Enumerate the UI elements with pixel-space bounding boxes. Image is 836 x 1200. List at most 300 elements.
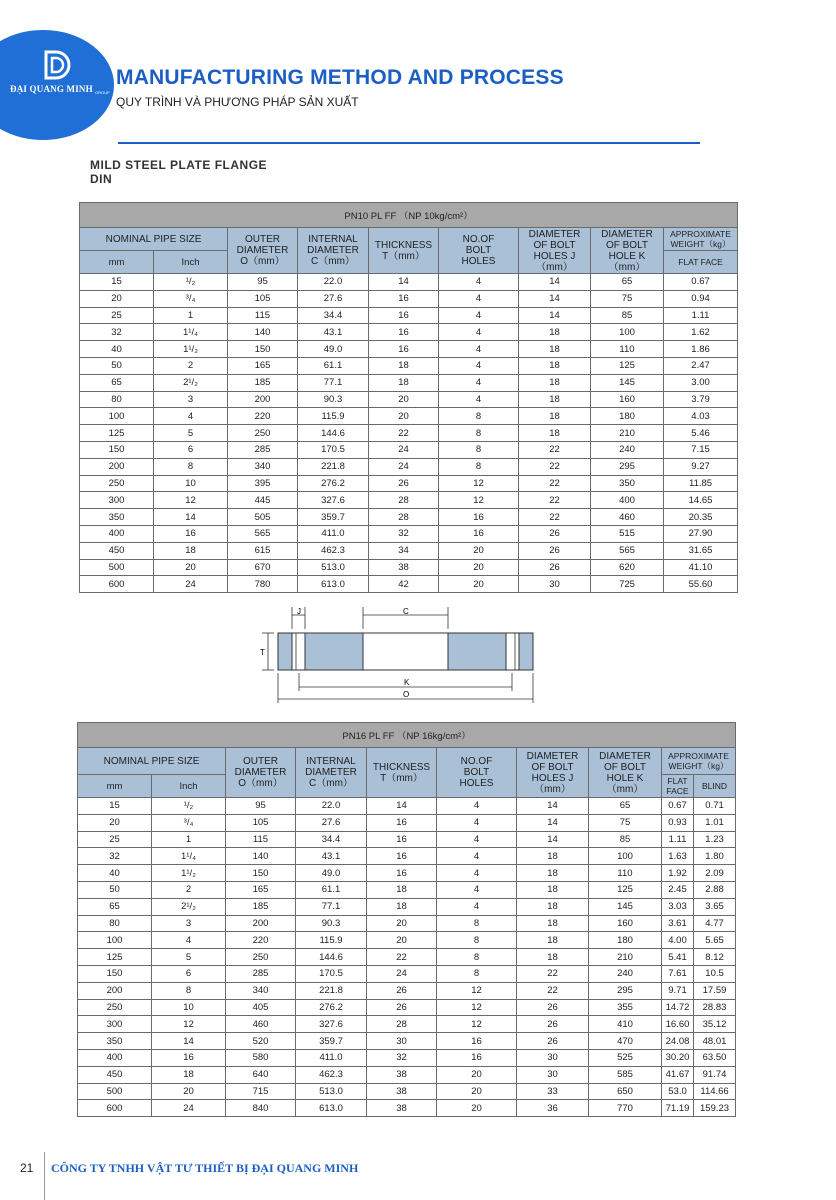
table-cell: 32	[78, 848, 152, 865]
table-cell: 14	[519, 290, 591, 307]
table-cell: 18	[519, 357, 591, 374]
table-row	[78, 915, 736, 932]
table-cell: 26	[517, 1033, 589, 1050]
header-text: O（mm）	[238, 778, 283, 789]
table-cell: 110	[591, 341, 664, 358]
table-cell: 462.3	[298, 542, 369, 559]
table-cell: 650	[589, 1083, 662, 1100]
header-text: NO.OF	[462, 234, 495, 245]
table-cell: 295	[589, 982, 662, 999]
header-text: O（mm）	[240, 256, 285, 267]
table-cell: 600	[78, 1100, 152, 1117]
table-row	[80, 391, 738, 408]
header-diameter-j	[519, 228, 591, 274]
table-row	[78, 1083, 736, 1100]
table-cell: 600	[80, 576, 154, 593]
table-cell: 8	[439, 441, 519, 458]
pn16-table	[77, 722, 736, 1117]
table-cell: 16	[437, 1049, 517, 1066]
table-row	[78, 1049, 736, 1066]
table-cell: 159.23	[694, 1100, 736, 1117]
table-cell: 285	[228, 441, 298, 458]
header-text: DIAMETER	[599, 750, 651, 762]
table-cell: 500	[80, 559, 154, 576]
table-cell: 400	[80, 525, 154, 542]
table-cell: 327.6	[296, 1016, 367, 1033]
table-cell: 12	[154, 492, 228, 509]
table-cell: 1	[152, 831, 226, 848]
table-cell: 18	[367, 881, 437, 898]
table-cell: 715	[226, 1083, 296, 1100]
page-number: 21	[20, 1161, 34, 1175]
table-cell: 565	[228, 525, 298, 542]
table-cell: 24	[367, 965, 437, 982]
section-title-line1: MILD STEEL PLATE FLANGE	[90, 158, 268, 172]
table-caption: PN16 PL FF （NP 16kg/cm²）	[78, 723, 736, 748]
table-cell: 30	[517, 1049, 589, 1066]
table-cell: 4.00	[662, 932, 694, 949]
table-cell: 15	[78, 798, 152, 815]
table-cell: 16	[369, 324, 439, 341]
table-cell: 340	[226, 982, 296, 999]
header-text: C（mm）	[311, 256, 355, 267]
table-cell: 340	[228, 458, 298, 475]
table-cell: 505	[228, 509, 298, 526]
header-text: BOLT	[465, 245, 492, 256]
table-cell: 16	[152, 1049, 226, 1066]
table-cell: 18	[519, 391, 591, 408]
table-cell: 115.9	[298, 408, 369, 425]
table-cell: 100	[589, 848, 662, 865]
table-cell: 8	[437, 965, 517, 982]
table-cell: 18	[519, 341, 591, 358]
table-cell: 276.2	[296, 999, 367, 1016]
table-cell: 410	[589, 1016, 662, 1033]
table-cell: 14	[519, 307, 591, 324]
table-cell: 4	[439, 391, 519, 408]
table-cell: 8	[439, 408, 519, 425]
table-cell: 18	[519, 324, 591, 341]
table-cell: 49.0	[296, 865, 367, 882]
table-cell: 395	[228, 475, 298, 492]
table-cell: 250	[80, 475, 154, 492]
table-cell: 105	[228, 290, 298, 307]
table-row	[80, 357, 738, 374]
dimension-c-label: C	[403, 607, 409, 616]
table-row	[80, 525, 738, 542]
table-cell: 14	[152, 1033, 226, 1050]
table-cell: 20	[367, 932, 437, 949]
table-cell: 18	[517, 898, 589, 915]
table-cell: 220	[228, 408, 298, 425]
table-cell: 18	[154, 542, 228, 559]
table-cell: 2	[154, 357, 228, 374]
table-cell: 770	[589, 1100, 662, 1117]
table-cell: 30	[367, 1033, 437, 1050]
table-cell: 165	[228, 357, 298, 374]
table-cell: 4	[152, 932, 226, 949]
table-cell: 670	[228, 559, 298, 576]
header-text: C（mm）	[309, 778, 353, 789]
table-cell: 780	[228, 576, 298, 593]
table-cell: 125	[78, 949, 152, 966]
table-cell: 8	[437, 915, 517, 932]
header-weight	[664, 228, 738, 251]
table-cell: 3	[154, 391, 228, 408]
table-cell: 24.08	[662, 1033, 694, 1050]
table-cell: 35.12	[694, 1016, 736, 1033]
table-cell: 77.1	[296, 898, 367, 915]
table-cell: 3	[152, 915, 226, 932]
table-cell: 85	[589, 831, 662, 848]
table-cell: 20.35	[664, 509, 738, 526]
table-cell: 411.0	[298, 525, 369, 542]
pn16-table-body	[78, 798, 736, 1117]
header-text: （mm）	[536, 261, 573, 273]
table-cell: 24	[369, 458, 439, 475]
table-cell: 585	[589, 1066, 662, 1083]
table-cell: 220	[226, 932, 296, 949]
table-cell: 4	[439, 357, 519, 374]
table-cell: 28	[369, 509, 439, 526]
table-cell: 115.9	[296, 932, 367, 949]
table-cell: 0.71	[694, 798, 736, 815]
table-cell: 5.41	[662, 949, 694, 966]
table-cell: 41.67	[662, 1066, 694, 1083]
table-cell: 55.60	[664, 576, 738, 593]
table-cell: 1¹/₄	[152, 848, 226, 865]
table-cell: 613.0	[296, 1100, 367, 1117]
table-cell: 14.72	[662, 999, 694, 1016]
header-diameter-j	[517, 748, 589, 798]
table-cell: 12	[439, 475, 519, 492]
table-cell: 14	[154, 509, 228, 526]
table-cell: 40	[80, 341, 154, 358]
header-outer-diameter	[226, 748, 296, 798]
table-cell: 11.85	[664, 475, 738, 492]
table-cell: 125	[589, 881, 662, 898]
header-text: DIAMETER	[528, 228, 581, 240]
table-cell: 300	[78, 1016, 152, 1033]
table-cell: 0.93	[662, 814, 694, 831]
table-cell: 185	[226, 898, 296, 915]
table-cell: 14	[517, 831, 589, 848]
table-row	[80, 559, 738, 576]
table-cell: 71.19	[662, 1100, 694, 1117]
table-cell: 160	[589, 915, 662, 932]
table-cell: 9.27	[664, 458, 738, 475]
table-cell: 5	[152, 949, 226, 966]
table-cell: 12	[152, 1016, 226, 1033]
header-text: HOLES J	[531, 772, 574, 784]
table-cell: 36	[517, 1100, 589, 1117]
header-text: （mm）	[606, 783, 644, 795]
header-internal-diameter	[298, 228, 369, 274]
flange-section-right	[448, 633, 533, 670]
table-cell: 28	[369, 492, 439, 509]
table-cell: 26	[369, 475, 439, 492]
table-cell: 140	[226, 848, 296, 865]
table-row	[80, 576, 738, 593]
flange-bore	[363, 633, 448, 670]
table-cell: 75	[589, 814, 662, 831]
table-cell: ¹/₂	[152, 798, 226, 815]
table-cell: 460	[226, 1016, 296, 1033]
table-cell: 26	[519, 559, 591, 576]
table-cell: 250	[228, 425, 298, 442]
table-cell: 26	[517, 1016, 589, 1033]
table-cell: 8	[437, 949, 517, 966]
table-cell: 15	[80, 274, 154, 291]
header-text: NO.OF	[460, 756, 493, 767]
table-row	[78, 1033, 736, 1050]
table-cell: 450	[78, 1066, 152, 1083]
table-cell: 9.71	[662, 982, 694, 999]
table-cell: 20	[80, 290, 154, 307]
table-cell: 1.62	[664, 324, 738, 341]
header-text: FLAT	[667, 776, 688, 786]
table-cell: 12	[437, 1016, 517, 1033]
table-cell: 3.61	[662, 915, 694, 932]
table-cell: 4	[437, 848, 517, 865]
table-row	[80, 408, 738, 425]
table-cell: 12	[439, 492, 519, 509]
table-cell: 16	[369, 341, 439, 358]
table-cell: 20	[437, 1066, 517, 1083]
table-cell: 240	[591, 441, 664, 458]
table-cell: 27.6	[296, 814, 367, 831]
table-cell: 0.67	[662, 798, 694, 815]
table-cell: 26	[367, 982, 437, 999]
table-cell: 515	[591, 525, 664, 542]
table-cell: 725	[591, 576, 664, 593]
table-cell: 85	[591, 307, 664, 324]
table-cell: 250	[226, 949, 296, 966]
table-cell: 165	[226, 881, 296, 898]
table-row	[78, 865, 736, 882]
table-cell: 12	[437, 982, 517, 999]
table-cell: 20	[154, 559, 228, 576]
table-cell: 16	[369, 307, 439, 324]
table-cell: 405	[226, 999, 296, 1016]
table-row	[80, 458, 738, 475]
header-text: THICKNESS	[374, 239, 433, 251]
dimension-k-label: K	[404, 678, 410, 687]
table-cell: 200	[228, 391, 298, 408]
table-cell: 16	[367, 814, 437, 831]
table-cell: 210	[591, 425, 664, 442]
table-cell: 250	[78, 999, 152, 1016]
table-row	[78, 949, 736, 966]
pn10-table-body	[80, 274, 738, 593]
header-text: OF BOLT	[533, 239, 576, 251]
table-cell: 615	[228, 542, 298, 559]
header-text: OF BOLT	[605, 239, 649, 251]
table-cell: 3.65	[694, 898, 736, 915]
logo-group-text: GROUP	[95, 90, 110, 95]
table-cell: 2¹/₂	[152, 898, 226, 915]
header-text: WEIGHT（kg）	[668, 761, 729, 771]
page-title: MANUFACTURING METHOD AND PROCESS	[116, 66, 564, 89]
table-cell: 26	[519, 525, 591, 542]
table-cell: 41.10	[664, 559, 738, 576]
header-text: BOLT	[463, 767, 490, 778]
header-divider	[118, 142, 700, 144]
header-text: HOLE K	[606, 772, 644, 784]
table-cell: 14	[519, 274, 591, 291]
table-cell: 38	[367, 1100, 437, 1117]
table-cell: 150	[78, 965, 152, 982]
header-internal-diameter	[296, 748, 367, 798]
dimension-j-label: J	[297, 607, 301, 616]
table-row	[78, 932, 736, 949]
table-cell: 16	[367, 848, 437, 865]
logo-text: ĐẠI QUANG MINH	[10, 84, 93, 94]
table-cell: 185	[228, 374, 298, 391]
table-cell: 20	[369, 408, 439, 425]
table-cell: 145	[591, 374, 664, 391]
flange-cross-section-diagram	[258, 605, 548, 705]
table-cell: 8.12	[694, 949, 736, 966]
table-row	[78, 1066, 736, 1083]
table-cell: 4	[439, 290, 519, 307]
table-cell: 22	[519, 441, 591, 458]
header-text: HOLE K	[608, 250, 646, 262]
table-cell: 200	[78, 982, 152, 999]
table-cell: 2¹/₂	[154, 374, 228, 391]
table-cell: 22	[517, 982, 589, 999]
table-cell: 32	[369, 525, 439, 542]
table-cell: 2.47	[664, 357, 738, 374]
table-cell: 105	[226, 814, 296, 831]
table-cell: 40	[78, 865, 152, 882]
table-row	[80, 509, 738, 526]
table-row	[80, 441, 738, 458]
table-cell: 16	[154, 525, 228, 542]
table-cell: 30	[519, 576, 591, 593]
table-cell: 520	[226, 1033, 296, 1050]
table-cell: 462.3	[296, 1066, 367, 1083]
header-text: HOLES	[461, 256, 496, 267]
header-text: T（mm）	[380, 772, 423, 784]
table-cell: 100	[78, 932, 152, 949]
table-cell: 25	[80, 307, 154, 324]
header-diameter-k	[591, 228, 664, 274]
table-cell: 150	[80, 441, 154, 458]
table-row	[78, 898, 736, 915]
dimension-o-label: O	[403, 690, 410, 699]
table-cell: 22	[519, 492, 591, 509]
table-cell: 115	[226, 831, 296, 848]
table-cell: 30	[517, 1066, 589, 1083]
table-cell: 300	[80, 492, 154, 509]
table-cell: ¹/₂	[154, 274, 228, 291]
table-cell: 180	[591, 408, 664, 425]
table-cell: 16	[439, 509, 519, 526]
table-cell: 32	[80, 324, 154, 341]
table-cell: 1.86	[664, 341, 738, 358]
header-text: OUTER	[243, 756, 278, 767]
table-cell: 61.1	[298, 357, 369, 374]
table-cell: 125	[80, 425, 154, 442]
table-cell: 295	[591, 458, 664, 475]
table-cell: ³/₄	[152, 814, 226, 831]
table-cell: 115	[228, 307, 298, 324]
table-cell: 22	[369, 425, 439, 442]
table-cell: 400	[591, 492, 664, 509]
table-cell: 30.20	[662, 1049, 694, 1066]
table-cell: 14	[367, 798, 437, 815]
table-cell: 350	[78, 1033, 152, 1050]
table-row	[80, 290, 738, 307]
table-row	[80, 542, 738, 559]
table-cell: 200	[80, 458, 154, 475]
table-cell: 8	[439, 458, 519, 475]
table-cell: 20	[437, 1100, 517, 1117]
table-row	[78, 982, 736, 999]
table-cell: 20	[439, 576, 519, 593]
table-cell: 34.4	[298, 307, 369, 324]
table-cell: 10	[154, 475, 228, 492]
table-cell: 2	[152, 881, 226, 898]
table-cell: 170.5	[296, 965, 367, 982]
footer-divider	[44, 1152, 45, 1200]
pn10-table	[79, 202, 738, 593]
table-cell: 8	[437, 932, 517, 949]
table-cell: 1.23	[694, 831, 736, 848]
table-cell: 500	[78, 1083, 152, 1100]
table-cell: 2.09	[694, 865, 736, 882]
table-cell: 8	[439, 425, 519, 442]
table-cell: 580	[226, 1049, 296, 1066]
header-flat-face: FLAT FACE	[664, 251, 738, 274]
header-text: WEIGHT（kg）	[670, 239, 731, 249]
table-cell: 32	[367, 1049, 437, 1066]
table-cell: 42	[369, 576, 439, 593]
table-cell: 210	[589, 949, 662, 966]
table-cell: 20	[439, 542, 519, 559]
table-cell: 14	[517, 814, 589, 831]
header-text: INTERNAL	[306, 756, 356, 767]
page-subtitle: QUY TRÌNH VÀ PHƯƠNG PHÁP SẢN XUẤT	[116, 95, 359, 109]
table-cell: 34	[369, 542, 439, 559]
table-cell: 2.88	[694, 881, 736, 898]
header-text: THICKNESS	[372, 761, 431, 773]
header-text: DIAMETER	[526, 750, 579, 762]
table-cell: 110	[589, 865, 662, 882]
table-cell: 276.2	[298, 475, 369, 492]
table-cell: 285	[226, 965, 296, 982]
logo-d-icon	[40, 48, 74, 82]
table-cell: 16.60	[662, 1016, 694, 1033]
table-cell: 513.0	[298, 559, 369, 576]
table-cell: 43.1	[296, 848, 367, 865]
table-cell: 7.15	[664, 441, 738, 458]
table-cell: 16	[367, 831, 437, 848]
table-cell: 1¹/₂	[154, 341, 228, 358]
table-cell: 90.3	[298, 391, 369, 408]
table-cell: 34.4	[296, 831, 367, 848]
header-text: DIAMETER	[305, 767, 357, 778]
table-cell: 16	[367, 865, 437, 882]
table-cell: 4	[437, 898, 517, 915]
table-cell: 4	[154, 408, 228, 425]
table-row	[80, 324, 738, 341]
header-inch: Inch	[152, 775, 226, 798]
table-cell: 445	[228, 492, 298, 509]
table-row	[78, 881, 736, 898]
table-cell: 6	[154, 441, 228, 458]
